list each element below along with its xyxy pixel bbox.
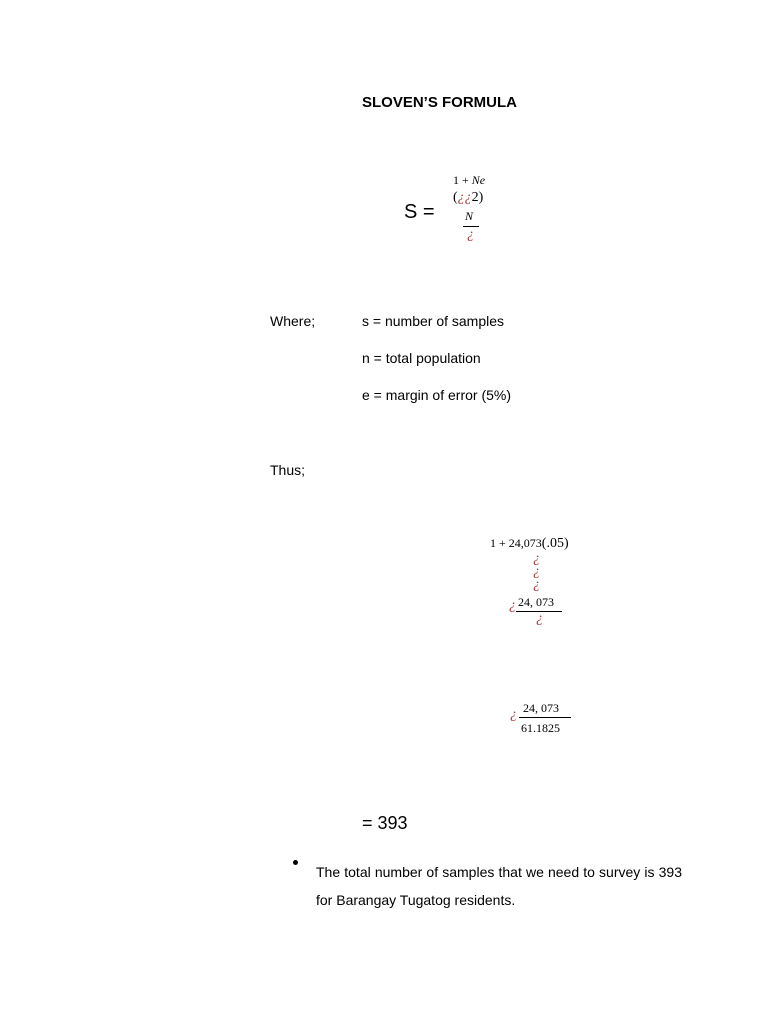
- result-value: = 393: [362, 813, 408, 833]
- calc1-glyph: ¿: [533, 564, 540, 579]
- where-label: Where;: [270, 313, 316, 329]
- definition-item: e = margin of error (5%): [362, 387, 511, 403]
- formula-line-2-glyph: ¿¿: [457, 190, 472, 205]
- definition-item: n = total population: [362, 350, 481, 366]
- calc2-denominator: 61.1825: [521, 721, 560, 735]
- formula-lhs: S =: [404, 201, 435, 223]
- calc2-fraction-bar: [519, 717, 571, 718]
- bullet-icon: [293, 860, 298, 865]
- conclusion-text: The total number of samples that we need to survey is 393 for Barangay Tugatog residents.: [316, 864, 682, 908]
- page-title: SLOVEN’S FORMULA: [362, 94, 518, 111]
- formula-line-1-text: 1 +: [453, 173, 472, 187]
- calc1-denominator: ¿: [536, 611, 543, 626]
- calc1-line-1-text: 1 + 24,073: [490, 536, 542, 550]
- formula-line-1: [453, 173, 485, 188]
- calc1-line-1-paren: (.05): [541, 536, 569, 551]
- formula-line-1-var: Ne: [471, 173, 486, 187]
- formula-line-2-right: 2): [471, 190, 484, 205]
- formula-numerator: N: [465, 209, 474, 223]
- calc1-glyph: ¿: [533, 551, 540, 566]
- definition-item: s = number of samples: [362, 313, 505, 329]
- thus-label: Thus;: [270, 462, 306, 478]
- formula-line-2-left: (: [453, 190, 458, 205]
- calc1-numerator: 24, 073: [518, 595, 554, 609]
- formula-line-2: [453, 190, 483, 206]
- calc2-numerator: 24, 073: [523, 701, 559, 715]
- calc2-prefix-glyph: ¿: [510, 707, 517, 722]
- formula-denominator: ¿: [467, 227, 474, 242]
- calc1-line-1: [490, 536, 569, 552]
- calc1-prefix-glyph: ¿: [509, 598, 516, 613]
- calc1-glyph: ¿: [533, 577, 540, 592]
